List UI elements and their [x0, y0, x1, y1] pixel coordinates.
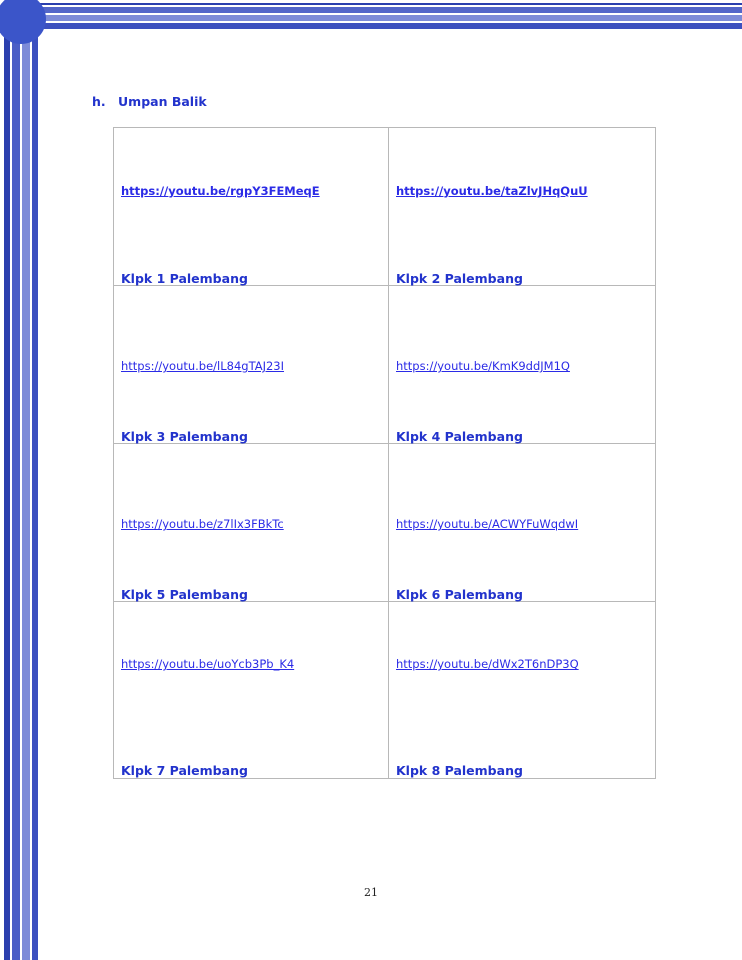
clip-caption: Klpk 7 Palembang — [121, 763, 248, 778]
clip-link[interactable]: https://youtu.be/rgpY3FEMeqE — [121, 184, 320, 198]
page-frame-left-border — [4, 20, 38, 960]
table-row — [114, 444, 656, 602]
clip-cell — [389, 286, 656, 444]
page-frame-corner-circle — [0, 0, 46, 44]
clip-cell — [114, 444, 389, 602]
clip-cell — [389, 444, 656, 602]
section-title: Umpan Balik — [118, 94, 207, 109]
clip-link[interactable]: https://youtu.be/z7lIx3FBkTc — [121, 517, 284, 531]
clip-cell — [114, 128, 389, 286]
clip-link[interactable]: https://youtu.be/KmK9ddJM1Q — [396, 359, 570, 373]
clip-cell — [389, 128, 656, 286]
clip-link[interactable]: https://youtu.be/uoYcb3Pb_K4 — [121, 657, 295, 671]
clip-link[interactable]: https://youtu.be/dWx2T6nDP3Q — [396, 657, 579, 671]
table-row — [114, 602, 656, 779]
section-number: h. — [92, 94, 106, 109]
clip-link[interactable]: https://youtu.be/lL84gTAJ23I — [121, 359, 285, 373]
table-row — [114, 128, 656, 286]
table-row — [114, 286, 656, 444]
clip-caption: Klpk 5 Palembang — [121, 587, 248, 602]
clip-cell — [389, 602, 656, 779]
clip-cell — [114, 286, 389, 444]
clip-caption: Klpk 6 Palembang — [396, 587, 523, 602]
clip-cell — [114, 602, 389, 779]
clip-caption: Klpk 1 Palembang — [121, 271, 248, 286]
clip-caption: Klpk 3 Palembang — [121, 429, 248, 444]
clip-link[interactable]: https://youtu.be/ACWYFuWqdwI — [396, 517, 579, 531]
clips-table — [113, 127, 656, 779]
page-frame-top-border — [20, 3, 742, 29]
clip-caption: Klpk 8 Palembang — [396, 763, 523, 778]
clip-link[interactable]: https://youtu.be/taZlvJHqQuU — [396, 184, 588, 198]
page-number: 21 — [364, 886, 378, 899]
clip-caption: Klpk 4 Palembang — [396, 429, 523, 444]
clip-caption: Klpk 2 Palembang — [396, 271, 523, 286]
section-heading — [92, 94, 207, 109]
